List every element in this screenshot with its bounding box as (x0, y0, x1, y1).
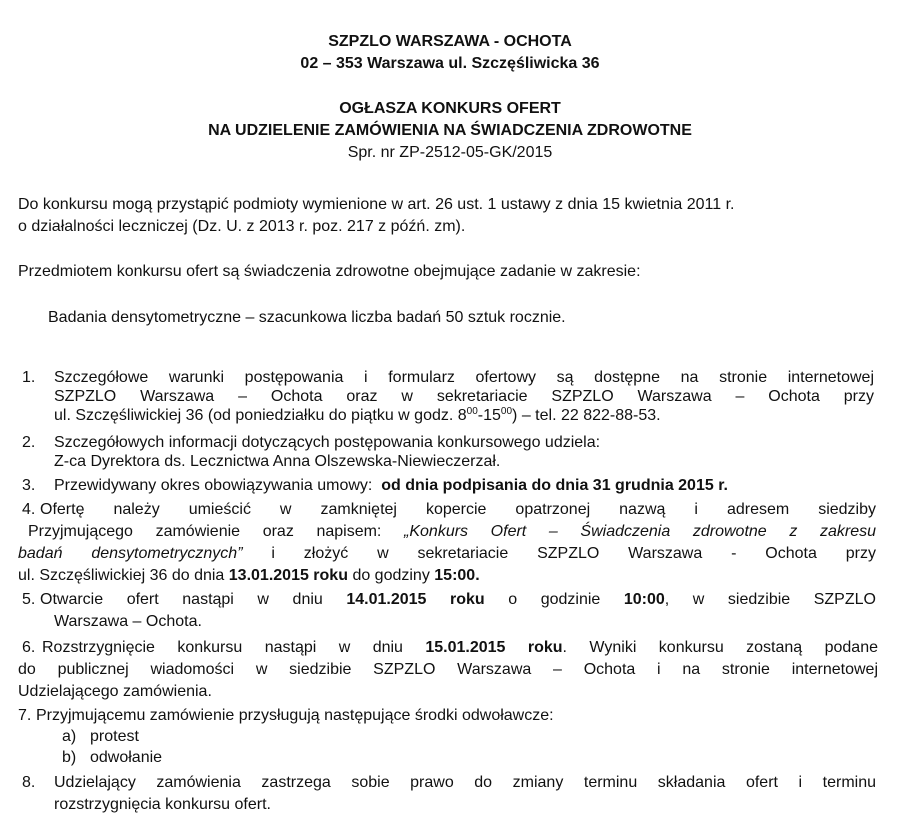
list-number: 6. (22, 639, 36, 656)
item-4-line-1: Ofertę należy umieścić w zamkniętej kopercie opatrzonej nazwą i adresem siedziby (40, 501, 876, 518)
intro-line-1: Do konkursu mogą przystąpić podmioty wymienione w art. 26 ust. 1 ustawy z dnia 15 kwietnia 2011 r. (18, 196, 735, 213)
item-5-line-1: Otwarcie ofert nastąpi w dniu 14.01.2015 roku o godzinie 10:00, w siedzibie SZPZLO (40, 591, 876, 608)
item-5-line-2: Warszawa – Ochota. (54, 613, 202, 630)
org-address: 02 – 353 Warszawa ul. Szczęśliwicka 36 (300, 55, 600, 72)
list-number: 3. (22, 477, 36, 494)
sub-item-appeal: odwołanie (90, 749, 163, 766)
list-number: 8. (22, 774, 36, 791)
sub-item-protest: protest (90, 728, 139, 745)
deadline-date: 13.01.2015 roku (228, 567, 348, 584)
item-4-line-2: Przyjmującego zamówienie oraz napisem: „Konkurs Ofert – Świadczenia zdrowotne z zakresu (28, 523, 876, 540)
list-number: 2. (22, 434, 36, 451)
list-number: 5. (22, 591, 36, 608)
item-6-line-3: Udzielającego zamówienia. (18, 683, 212, 700)
opening-time: 10:00 (623, 591, 665, 608)
sub-item-letter: a) (62, 728, 77, 745)
item-2-line-2: Z-ca Dyrektora ds. Lecznictwa Anna Olszewska-Niewieczerzał. (54, 453, 501, 470)
opening-date: 14.01.2015 roku (346, 591, 485, 608)
deadline-time: 15:00. (434, 567, 480, 584)
item-7-line: Przyjmującemu zamówienie przysługują następujące środki odwoławcze: (36, 707, 554, 724)
resolution-date: 15.01.2015 roku (425, 639, 563, 656)
item-8-line-1: Udzielający zamówienia zastrzega sobie prawo do zmiany terminu składania ofert i terminu (54, 774, 876, 791)
contract-period: od dnia podpisania do dnia 31 grudnia 2015 r. (381, 477, 728, 494)
item-4-line-4: ul. Szczęśliwickiej 36 do dnia 13.01.2015 roku do godziny 15:00. (18, 567, 480, 584)
intro-line-2: o działalności leczniczej (Dz. U. z 2013 r. poz. 217 z późń. zm). (18, 218, 466, 235)
title-line-2: NA UDZIELENIE ZAMÓWIENIA NA ŚWIADCZENIA ZDROWOTNE (208, 122, 692, 139)
item-1-line-1: Szczegółowe warunki postępowania i formularz ofertowy są dostępne na stronie internetowej (54, 369, 874, 386)
subject-line: Przedmiotem konkursu ofert są świadczenia zdrowotne obejmujące zadanie w zakresie: (18, 263, 641, 280)
item-3-line: Przewidywany okres obowiązywania umowy: od dnia podpisania do dnia 31 grudnia 2015 r. (54, 477, 728, 494)
item-4-line-3: badań densytometrycznych” i złożyć w sekretariacie SZPZLO Warszawa - Ochota przy (18, 545, 876, 562)
item-2-line-1: Szczegółowych informacji dotyczących postępowania konkursowego udziela: (54, 434, 601, 451)
title-line-1: OGŁASZA KONKURS OFERT (339, 100, 561, 117)
item-8-line-2: rozstrzygnięcia konkursu ofert. (54, 796, 271, 813)
sub-item-letter: b) (62, 749, 77, 766)
org-name: SZPZLO WARSZAWA - OCHOTA (328, 33, 572, 50)
item-1-line-3: ul. Szczęśliwickiej 36 (od poniedziałku do piątku w godz. $8^{00}-15^{00}$) – tel. 22 822-88-53. (54, 406, 661, 424)
list-number: 7. (18, 707, 32, 724)
item-6-line-2: do publicznej wiadomości w siedzibie SZPZLO Warszawa – Ochota i na stronie internetowej (18, 661, 878, 678)
item-1-line-2: SZPZLO Warszawa – Ochota oraz w sekretariacie SZPZLO Warszawa – Ochota przy (54, 388, 874, 405)
subject-item: Badania densytometryczne – szacunkowa liczba badań 50 sztuk rocznie. (48, 309, 566, 326)
item-6-line-1: Rozstrzygnięcie konkursu nastąpi w dniu 15.01.2015 roku. Wyniki konkursu zostaną podane (42, 639, 878, 656)
list-number: 1. (22, 369, 36, 386)
list-number: 4. (22, 501, 36, 518)
reference-number: Spr. nr ZP-2512-05-GK/2015 (347, 144, 553, 161)
